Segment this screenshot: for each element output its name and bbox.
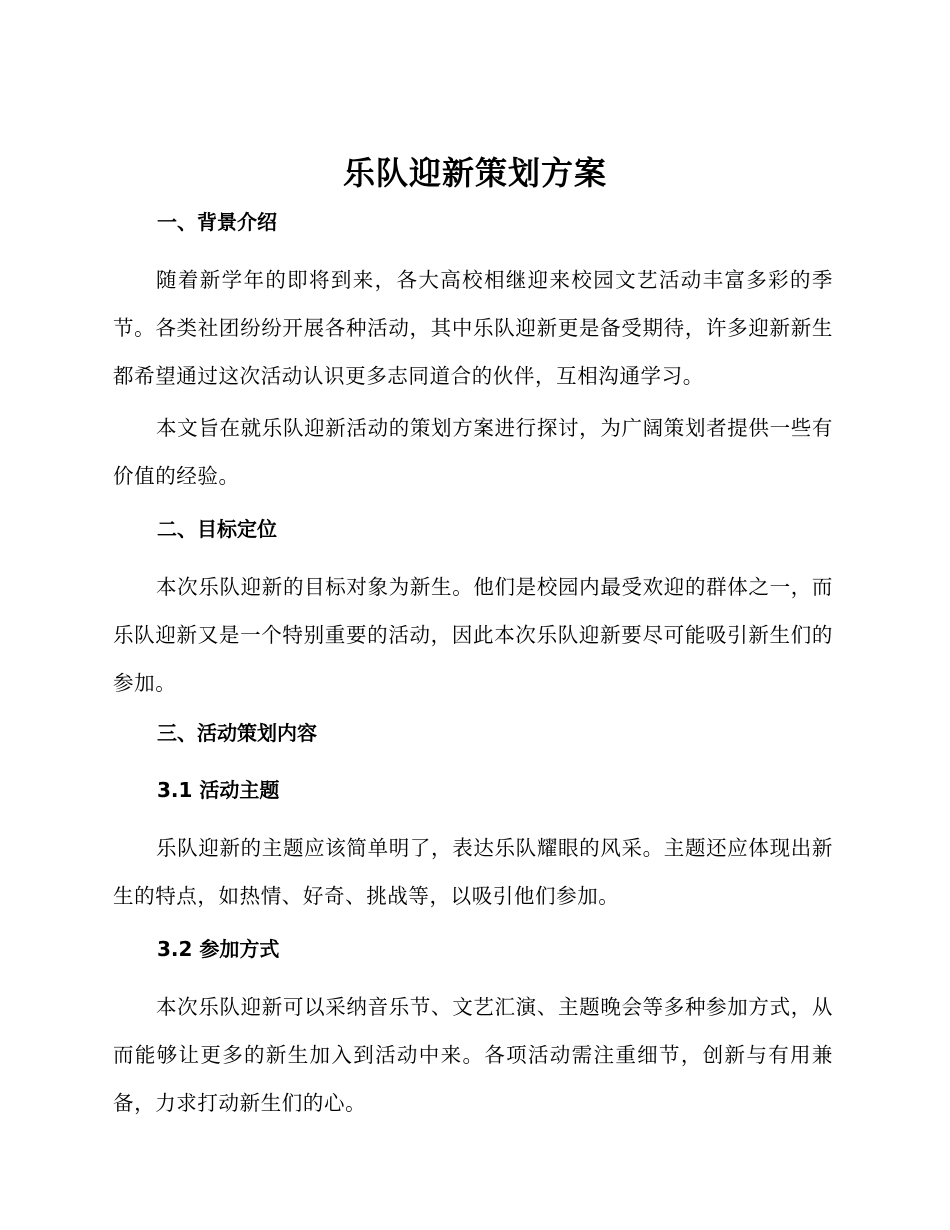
subsection-heading-theme: 3.1 活动主题 [157,778,280,802]
paragraph-theme-1: 乐队迎新的主题应该简单明了，表达乐队耀眼的风采。主题还应体现出新生的特点，如热情、好奇、挑战等，以吸引他们参加。 [113,836,833,908]
document-title: 乐队迎新策划方案 [342,154,607,192]
paragraph-participation-1: 本次乐队迎新可以采纳音乐节、文艺汇演、主题晚会等多种参加方式，从而能够让更多的新生加入到活动中来。各项活动需注重细节，创新与有用兼备，力求打动新生们的心。 [113,995,833,1115]
section-heading-background: 一、背景介绍 [157,210,277,234]
section-heading-goal: 二、目标定位 [157,517,277,541]
paragraph-background-2: 本文旨在就乐队迎新活动的策划方案进行探讨，为广阔策划者提供一些有价值的经验。 [113,416,833,488]
paragraph-background-1: 随着新学年的即将到来，各大高校相继迎来校园文艺活动丰富多彩的季节。各类社团纷纷开展各种活动，其中乐队迎新更是备受期待，许多迎新新生都希望通过这次活动认识更多志同道合的伙伴，互相沟通学习。 [113,268,833,388]
subsection-heading-participation: 3.2 参加方式 [157,937,280,961]
paragraph-goal-1: 本次乐队迎新的目标对象为新生。他们是校园内最受欢迎的群体之一，而乐队迎新又是一个特别重要的活动，因此本次乐队迎新要尽可能吸引新生们的参加。 [113,575,833,695]
section-heading-plan: 三、活动策划内容 [157,721,317,745]
